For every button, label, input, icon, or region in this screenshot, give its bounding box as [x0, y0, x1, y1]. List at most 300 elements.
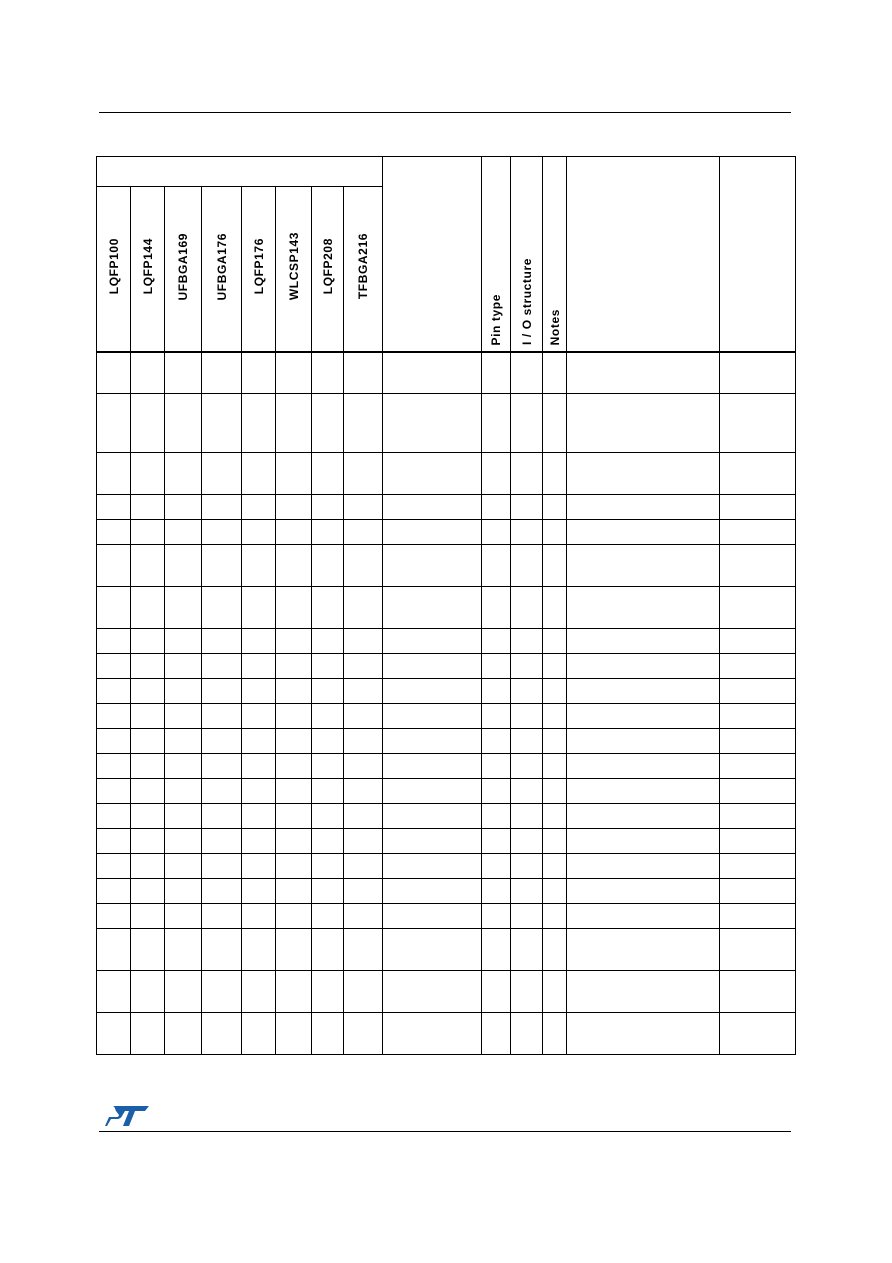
- table-cell: [131, 779, 165, 804]
- table-cell: [482, 352, 511, 394]
- table-cell: [131, 904, 165, 929]
- table-cell: [165, 854, 202, 879]
- table-cell: [165, 971, 202, 1013]
- table-cell: [202, 352, 242, 394]
- table-cell: [97, 587, 131, 629]
- table-cell: [720, 1013, 796, 1055]
- table-cell: [242, 879, 276, 904]
- table-cell: [511, 779, 543, 804]
- table-cell: [543, 654, 567, 679]
- table-cell: [567, 879, 720, 904]
- table-cell: [202, 520, 242, 545]
- table-cell: [567, 704, 720, 729]
- table-cell: [202, 879, 242, 904]
- table-body: [97, 352, 796, 1055]
- table-cell: [344, 971, 383, 1013]
- table-cell: [165, 520, 202, 545]
- table-cell: [312, 829, 344, 854]
- table-cell: [511, 929, 543, 971]
- table-cell: [543, 545, 567, 587]
- table-cell: [276, 754, 312, 779]
- table-cell: [482, 679, 511, 704]
- table-cell: [165, 679, 202, 704]
- table-cell: [567, 829, 720, 854]
- table-cell: [383, 520, 482, 545]
- table-cell: [511, 495, 543, 520]
- table-cell: [543, 929, 567, 971]
- table-cell: [276, 854, 312, 879]
- table-cell: [165, 1013, 202, 1055]
- table-cell: [97, 453, 131, 495]
- table-cell: [543, 879, 567, 904]
- table-cell: [202, 971, 242, 1013]
- table-cell: [720, 654, 796, 679]
- st-logo-icon: [105, 1104, 149, 1128]
- table-row: [97, 704, 796, 729]
- table-cell: [202, 754, 242, 779]
- table-cell: [482, 704, 511, 729]
- table-cell: [242, 495, 276, 520]
- table-cell: [97, 654, 131, 679]
- table-cell: [97, 679, 131, 704]
- table-cell: [511, 587, 543, 629]
- table-cell: [202, 854, 242, 879]
- table-cell: [383, 587, 482, 629]
- table-cell: [543, 904, 567, 929]
- table-cell: [567, 904, 720, 929]
- table-cell: [720, 545, 796, 587]
- pin-name-header: [383, 157, 482, 352]
- table-cell: [344, 394, 383, 453]
- table-cell: [131, 704, 165, 729]
- table-cell: [383, 545, 482, 587]
- table-cell: [276, 520, 312, 545]
- table-cell: [276, 804, 312, 829]
- table-cell: [543, 729, 567, 754]
- table-cell: [344, 1013, 383, 1055]
- table-cell: [511, 394, 543, 453]
- table-cell: [344, 904, 383, 929]
- table-cell: [276, 779, 312, 804]
- table-cell: [511, 754, 543, 779]
- table-cell: [482, 754, 511, 779]
- table-cell: [482, 971, 511, 1013]
- table-cell: [720, 779, 796, 804]
- table-cell: [720, 879, 796, 904]
- table-cell: [543, 394, 567, 453]
- table-cell: [567, 654, 720, 679]
- table-cell: [543, 453, 567, 495]
- table-cell: [383, 854, 482, 879]
- table-cell: [383, 904, 482, 929]
- table-row: [97, 854, 796, 879]
- table-cell: [131, 729, 165, 754]
- table-cell: [97, 929, 131, 971]
- table-cell: [511, 971, 543, 1013]
- table-cell: [131, 679, 165, 704]
- table-cell: [383, 1013, 482, 1055]
- table-cell: [482, 729, 511, 754]
- table-cell: [383, 879, 482, 904]
- table-cell: [511, 1013, 543, 1055]
- table-cell: [202, 545, 242, 587]
- table-cell: [165, 704, 202, 729]
- table-cell: [202, 1013, 242, 1055]
- table-cell: [567, 352, 720, 394]
- table-cell: [543, 495, 567, 520]
- table-cell: [720, 754, 796, 779]
- table-cell: [567, 804, 720, 829]
- table-cell: [482, 587, 511, 629]
- table-cell: [482, 654, 511, 679]
- table-cell: [567, 854, 720, 879]
- table-cell: [511, 729, 543, 754]
- table-row: [97, 804, 796, 829]
- table-cell: [165, 394, 202, 453]
- table-cell: [567, 929, 720, 971]
- table-cell: [344, 929, 383, 971]
- table-cell: [202, 929, 242, 971]
- table-cell: [312, 394, 344, 453]
- table-cell: [383, 394, 482, 453]
- table-cell: [312, 453, 344, 495]
- table-row: [97, 1013, 796, 1055]
- table-cell: [567, 394, 720, 453]
- table-cell: [383, 829, 482, 854]
- table-cell: [242, 971, 276, 1013]
- col-header-lqfp176: LQFP176: [242, 187, 276, 352]
- table-cell: [312, 754, 344, 779]
- table-cell: [312, 654, 344, 679]
- table-cell: [97, 904, 131, 929]
- table-cell: [165, 879, 202, 904]
- table-cell: [567, 729, 720, 754]
- table-row: [97, 729, 796, 754]
- table-cell: [131, 929, 165, 971]
- table-cell: [131, 971, 165, 1013]
- table-cell: [720, 929, 796, 971]
- table-cell: [97, 854, 131, 879]
- table-cell: [165, 352, 202, 394]
- table-row: [97, 394, 796, 453]
- table-cell: [97, 352, 131, 394]
- table-cell: [511, 829, 543, 854]
- table-row: [97, 971, 796, 1013]
- col-header-lqfp144: LQFP144: [131, 187, 165, 352]
- table-cell: [511, 352, 543, 394]
- table-row: [97, 679, 796, 704]
- table-cell: [165, 629, 202, 654]
- table-cell: [511, 804, 543, 829]
- table-cell: [97, 754, 131, 779]
- header-rule: [99, 112, 791, 113]
- table-cell: [482, 394, 511, 453]
- table-cell: [97, 704, 131, 729]
- table-cell: [202, 654, 242, 679]
- table-cell: [312, 1013, 344, 1055]
- table-cell: [276, 904, 312, 929]
- table-cell: [720, 394, 796, 453]
- table-cell: [720, 704, 796, 729]
- table-cell: [511, 654, 543, 679]
- table-cell: [165, 929, 202, 971]
- table-cell: [344, 453, 383, 495]
- table-cell: [720, 520, 796, 545]
- table-cell: [543, 679, 567, 704]
- table-cell: [720, 829, 796, 854]
- table-cell: [720, 587, 796, 629]
- table-cell: [276, 654, 312, 679]
- table-cell: [720, 904, 796, 929]
- col-header-lqfp208: LQFP208: [312, 187, 344, 352]
- table-row: [97, 879, 796, 904]
- table-cell: [242, 453, 276, 495]
- table-cell: [165, 453, 202, 495]
- table-cell: [482, 495, 511, 520]
- table-cell: [202, 704, 242, 729]
- table-cell: [344, 704, 383, 729]
- table-cell: [242, 754, 276, 779]
- table-cell: [202, 779, 242, 804]
- table-cell: [165, 904, 202, 929]
- table-cell: [720, 495, 796, 520]
- table-cell: [276, 587, 312, 629]
- table-cell: [720, 854, 796, 879]
- table-cell: [720, 679, 796, 704]
- table-row: [97, 545, 796, 587]
- table-cell: [242, 679, 276, 704]
- table-cell: [312, 854, 344, 879]
- table-cell: [165, 654, 202, 679]
- table-cell: [165, 587, 202, 629]
- table-cell: [720, 804, 796, 829]
- col-header-lqfp100: LQFP100: [97, 187, 131, 352]
- table-cell: [276, 971, 312, 1013]
- table-cell: [165, 545, 202, 587]
- table-cell: [276, 1013, 312, 1055]
- pin-number-group-header: [97, 157, 383, 187]
- table-row: [97, 904, 796, 929]
- table-cell: [344, 854, 383, 879]
- table-cell: [482, 453, 511, 495]
- table-cell: [312, 679, 344, 704]
- table-cell: [344, 829, 383, 854]
- table-row: [97, 352, 796, 394]
- table-cell: [97, 729, 131, 754]
- table-row: [97, 654, 796, 679]
- table-cell: [276, 629, 312, 654]
- table-cell: [511, 879, 543, 904]
- table-cell: [276, 495, 312, 520]
- table-cell: [543, 779, 567, 804]
- table-cell: [312, 904, 344, 929]
- table-cell: [97, 629, 131, 654]
- table-cell: [383, 779, 482, 804]
- table-cell: [131, 629, 165, 654]
- table-cell: [383, 629, 482, 654]
- table-cell: [312, 804, 344, 829]
- footer-rule: [99, 1131, 791, 1132]
- table-cell: [312, 879, 344, 904]
- table-cell: [202, 829, 242, 854]
- table-cell: [344, 545, 383, 587]
- table-cell: [482, 779, 511, 804]
- table-cell: [165, 729, 202, 754]
- table-cell: [511, 904, 543, 929]
- table-cell: [242, 904, 276, 929]
- table-cell: [242, 804, 276, 829]
- table-cell: [567, 754, 720, 779]
- table-cell: [131, 654, 165, 679]
- table-cell: [482, 804, 511, 829]
- table-cell: [567, 495, 720, 520]
- table-cell: [567, 545, 720, 587]
- table-cell: [242, 352, 276, 394]
- table-cell: [131, 854, 165, 879]
- table-cell: [202, 679, 242, 704]
- col-header-wlcsp143: WLCSP143: [276, 187, 312, 352]
- table-cell: [242, 1013, 276, 1055]
- table-cell: [97, 1013, 131, 1055]
- col-header-tfbga216: TFBGA216: [344, 187, 383, 352]
- table-cell: [344, 654, 383, 679]
- table-cell: [482, 854, 511, 879]
- table-cell: [312, 587, 344, 629]
- table-cell: [242, 629, 276, 654]
- table-cell: [276, 929, 312, 971]
- table-cell: [242, 704, 276, 729]
- table-cell: [202, 394, 242, 453]
- table-cell: [567, 520, 720, 545]
- table-cell: [482, 904, 511, 929]
- table-cell: [202, 804, 242, 829]
- table-cell: [312, 704, 344, 729]
- table-cell: [131, 352, 165, 394]
- table-cell: [344, 879, 383, 904]
- table-cell: [242, 520, 276, 545]
- pin-type-header: Pin type: [482, 157, 511, 352]
- table-cell: [131, 879, 165, 904]
- table-cell: [97, 879, 131, 904]
- table-cell: [242, 545, 276, 587]
- table-cell: [482, 929, 511, 971]
- table-cell: [202, 904, 242, 929]
- table-cell: [131, 394, 165, 453]
- table-cell: [720, 729, 796, 754]
- table-cell: [276, 453, 312, 495]
- table-cell: [567, 629, 720, 654]
- table-cell: [242, 829, 276, 854]
- table-cell: [312, 779, 344, 804]
- table-cell: [131, 495, 165, 520]
- table-cell: [482, 629, 511, 654]
- table-row: [97, 754, 796, 779]
- table-cell: [511, 704, 543, 729]
- table-cell: [276, 352, 312, 394]
- table-cell: [482, 829, 511, 854]
- table-cell: [131, 829, 165, 854]
- table-cell: [720, 971, 796, 1013]
- table-cell: [242, 587, 276, 629]
- table-cell: [567, 587, 720, 629]
- table-cell: [242, 929, 276, 971]
- table-cell: [276, 394, 312, 453]
- table-cell: [511, 629, 543, 654]
- table-cell: [97, 394, 131, 453]
- table-cell: [131, 1013, 165, 1055]
- table-cell: [567, 679, 720, 704]
- table-cell: [202, 453, 242, 495]
- table-cell: [511, 545, 543, 587]
- table-cell: [383, 352, 482, 394]
- table-cell: [344, 495, 383, 520]
- table-cell: [312, 629, 344, 654]
- table-cell: [344, 754, 383, 779]
- table-cell: [312, 352, 344, 394]
- table-cell: [344, 520, 383, 545]
- table-cell: [543, 971, 567, 1013]
- table-cell: [131, 545, 165, 587]
- alternate-functions-header: [567, 157, 720, 352]
- table-cell: [511, 679, 543, 704]
- table-cell: [383, 704, 482, 729]
- table-cell: [383, 804, 482, 829]
- table-cell: [276, 829, 312, 854]
- table-cell: [131, 520, 165, 545]
- table-cell: [344, 629, 383, 654]
- table-cell: [567, 1013, 720, 1055]
- table-cell: [242, 654, 276, 679]
- col-header-ufbga176: UFBGA176: [202, 187, 242, 352]
- table-cell: [543, 352, 567, 394]
- table-row: [97, 829, 796, 854]
- table-cell: [165, 754, 202, 779]
- table-cell: [567, 779, 720, 804]
- table-row: [97, 495, 796, 520]
- table-cell: [543, 587, 567, 629]
- table-cell: [543, 829, 567, 854]
- table-cell: [482, 879, 511, 904]
- table-cell: [312, 545, 344, 587]
- table-cell: [720, 629, 796, 654]
- table-cell: [97, 779, 131, 804]
- table-cell: [567, 453, 720, 495]
- table-cell: [312, 929, 344, 971]
- table-cell: [242, 854, 276, 879]
- table-cell: [383, 453, 482, 495]
- table-cell: [344, 729, 383, 754]
- table-cell: [131, 453, 165, 495]
- table-cell: [383, 929, 482, 971]
- table-cell: [97, 520, 131, 545]
- table-cell: [276, 704, 312, 729]
- table-cell: [97, 545, 131, 587]
- table-cell: [543, 1013, 567, 1055]
- table-cell: [511, 854, 543, 879]
- table-cell: [276, 879, 312, 904]
- table-cell: [202, 629, 242, 654]
- table-cell: [344, 779, 383, 804]
- table-cell: [543, 629, 567, 654]
- table-cell: [242, 394, 276, 453]
- table-cell: [276, 729, 312, 754]
- table-cell: [383, 729, 482, 754]
- table-cell: [276, 545, 312, 587]
- table-cell: [312, 520, 344, 545]
- col-header-ufbga169: UFBGA169: [165, 187, 202, 352]
- table-cell: [511, 520, 543, 545]
- table-cell: [131, 754, 165, 779]
